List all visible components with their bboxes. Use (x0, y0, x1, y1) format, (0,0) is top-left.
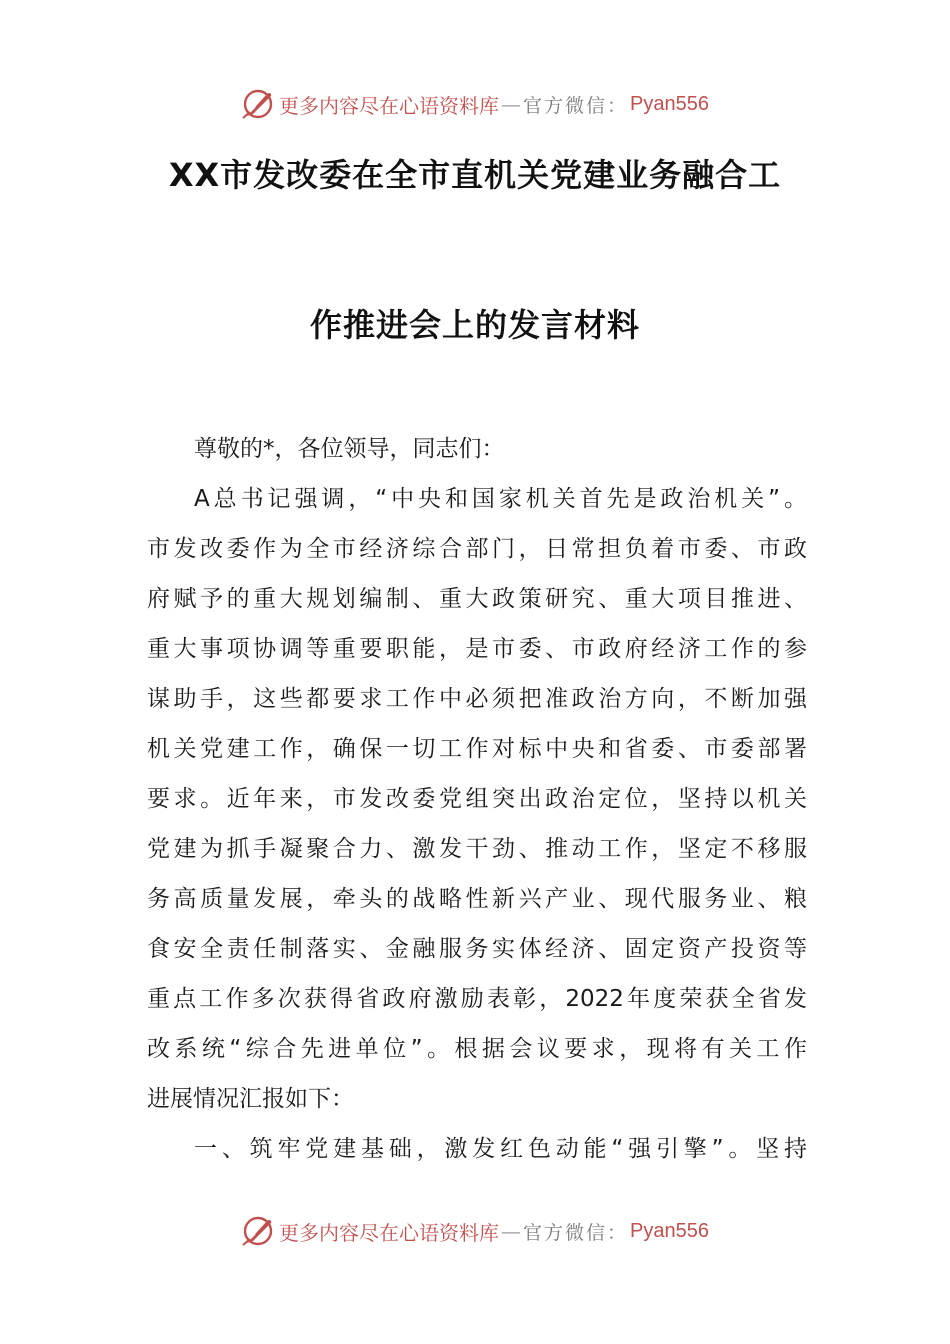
body-line: 府赋予的重大规划编制、重大政策研究、重大项目推进、 (147, 586, 807, 612)
header-watermark (0, 84, 950, 124)
watermark-dash: — (501, 1219, 521, 1243)
watermark-official-label: 官方微信： (523, 1221, 629, 1244)
body-line: A总书记强调，“中央和国家机关首先是政治机关”。 (194, 486, 807, 512)
body-line: 改系统“综合先进单位”。根据会议要求，现将有关工作 (147, 1036, 807, 1062)
watermark-wechat-id: Pyan556 (630, 1219, 709, 1242)
document-title-line-2: 作推进会上的发言材料 (309, 306, 640, 344)
body-line: 重大事项协调等重要职能，是市委、市政府经济工作的参 (147, 636, 807, 662)
body-line: 进展情况汇报如下： (147, 1086, 354, 1112)
document-title-line-1: XX市发改委在全市直机关党建业务融合工 (168, 156, 782, 194)
body-line: 谋助手，这些都要求工作中必须把准政治方向，不断加强 (147, 686, 807, 712)
quill-logo-icon (241, 1214, 275, 1248)
body-line: 食安全责任制落实、金融服务实体经济、固定资产投资等 (147, 936, 807, 962)
quill-logo-icon (241, 87, 275, 121)
body-line: 务高质量发展，牵头的战略性新兴产业、现代服务业、粮 (147, 886, 807, 912)
body-line: 要求。近年来，市发改委党组突出政治定位，坚持以机关 (147, 786, 807, 812)
section-heading-line: 一、筑牢党建基础，激发红色动能“强引擎”。坚持 (194, 1136, 807, 1162)
watermark-official-label: 官方微信： (523, 94, 629, 117)
body-line: 党建为抓手凝聚合力、激发干劲、推动工作，坚定不移服 (147, 836, 807, 862)
watermark-wechat-id: Pyan556 (630, 92, 709, 115)
body-line: 市发改委作为全市经济综合部门，日常担负着市委、市政 (147, 536, 807, 562)
watermark-site-text: 更多内容尽在心语资料库 (279, 93, 499, 118)
footer-watermark (0, 1211, 950, 1251)
watermark-site-text: 更多内容尽在心语资料库 (279, 1220, 499, 1245)
salutation: 尊敬的*，各位领导，同志们： (194, 436, 505, 462)
watermark-dash: — (501, 92, 521, 116)
body-line: 重点工作多次获得省政府激励表彰，2022年度荣获全省发 (147, 986, 807, 1012)
body-line: 机关党建工作，确保一切工作对标中央和省委、市委部署 (147, 736, 807, 762)
